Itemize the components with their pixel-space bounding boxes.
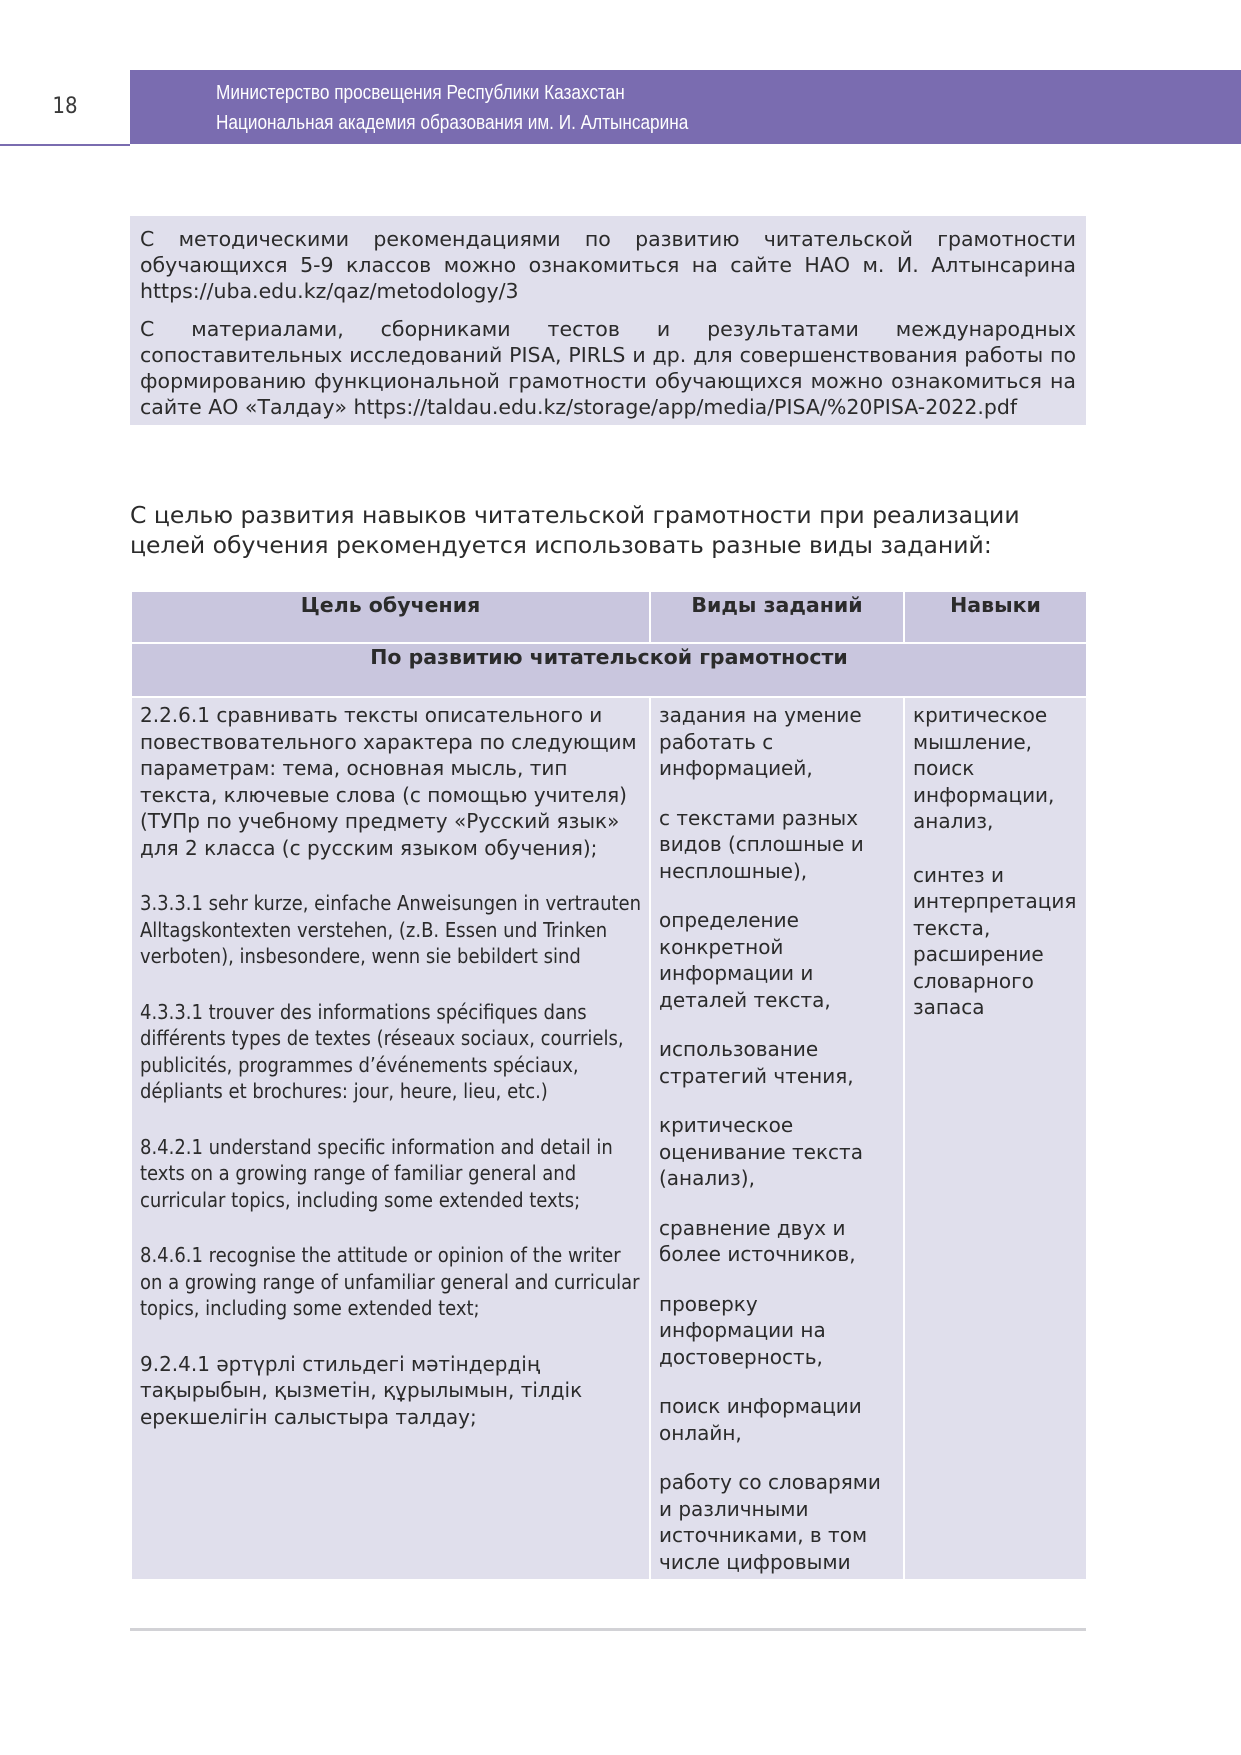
tasks-cell: [650, 697, 904, 1580]
table-section-row: [131, 643, 1087, 697]
learning-goal: 9.2.4.1 әртүрлі стильдегі мәтіндердің тақырыбын, қызметін, құрылымын, тілдік ерекшелігін салыстыра талдау;: [140, 1351, 583, 1429]
column-header-skills: Навыки: [904, 591, 1087, 643]
running-header: [216, 78, 688, 138]
table-header-row: [131, 591, 1087, 643]
learning-goal: 8.4.6.1 recognise the attitude or opinion of the writer on a growing range of unfamiliar general and curricular topics, including some extended text;: [140, 1243, 640, 1320]
page-number: 18: [0, 70, 130, 146]
reading-literacy-table: [130, 590, 1088, 1581]
task-type: проверку информации на достоверность,: [659, 1291, 826, 1369]
goals-cell: [131, 697, 650, 1580]
column-header-tasks: Виды заданий: [650, 591, 904, 643]
task-type: с текстами разных видов (сплошные и несплошные),: [659, 805, 864, 883]
task-type: критическое оценивание текста (анализ),: [659, 1113, 863, 1190]
task-type: задания на умение работать с информацией,: [659, 703, 862, 780]
task-type: использование стратегий чтения,: [659, 1037, 854, 1088]
column-header-goal: Цель обучения: [131, 591, 650, 643]
info-box: [130, 216, 1086, 425]
header-line-academy: Национальная академия образования им. И. Алтынсарина: [216, 112, 689, 134]
skill-item: синтез и интерпретация текста, расширение словарного запаса: [913, 862, 1077, 1019]
learning-goal: 2.2.6.1 сравнивать тексты описательного и повествовательного характера по следующим параметрам: тема, основная мысль, тип текста, ключевые слова (с помощью учителя) (ТУПр по учебному предмету «Русский язык» для 2 класса (с русским языком обучения);: [140, 703, 637, 860]
intro-paragraph: С целью развития навыков читательской грамотности при реализации целей обучения рекомендуется использовать разные виды заданий:: [130, 501, 1020, 559]
info-paragraph-taldau: С материалами, сборниками тестов и результатами международных сопоставительных исследований PISA, PIRLS и др. для совершенствования работы по формированию функциональной грамотности обучающихся можно ознакомиться на сайте АО «Талдау» https://taldau.edu.kz/storage/app/media/PISA/%20PISA-2022.pdf: [140, 317, 1076, 419]
task-type: работу со словарями и различными источниками, в том числе цифровыми: [659, 1470, 881, 1574]
task-type: сравнение двух и более источников,: [659, 1215, 856, 1266]
learning-goal: 4.3.3.1 trouver des informations spécifiques dans différents types de textes (réseaux sociaux, courriels, publicités, programmes d’événements spéciaux, dépliants et brochures: jour, heure, lieu, etc.): [140, 999, 624, 1103]
skills-cell: [904, 697, 1087, 1580]
header-line-ministry: Министерство просвещения Республики Казахстан: [216, 82, 625, 104]
learning-goal: 3.3.3.1 sehr kurze, einfache Anweisungen in vertrauten Alltagskontexten verstehen, (z.B. Essen und Trinken verboten), insbesondere, wenn sie bebildert sind: [140, 891, 642, 968]
table-row: [131, 697, 1087, 1580]
task-type: определение конкретной информации и деталей текста,: [659, 908, 831, 1012]
learning-goal: 8.4.2.1 understand specific information and detail in texts on a growing range of familiar general and curricular topics, including some extended texts;: [140, 1134, 613, 1212]
skill-item: критическое мышление, поиск информации, анализ,: [913, 703, 1055, 833]
task-type: поиск информации онлайн,: [659, 1394, 862, 1445]
footer-rule: [130, 1628, 1086, 1631]
section-title: По развитию читательской грамотности: [131, 643, 1087, 697]
info-paragraph-methodology: С методическими рекомендациями по развитию читательской грамотности обучающихся 5-9 классов можно ознакомиться на сайте НАО м. И. Алтынсарина https://uba.edu.kz/qaz/metodology/3: [140, 227, 1076, 303]
